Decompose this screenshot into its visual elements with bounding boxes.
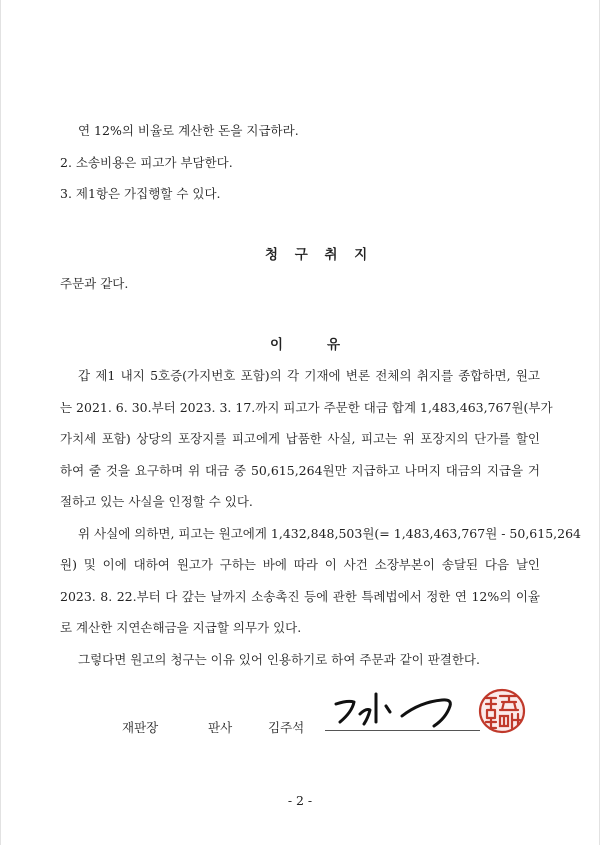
reason-p1-line: 절하고 있는 사실을 인정할 수 있다.: [60, 494, 253, 509]
reason-p1-line: 갑 제1 내지 5호증(가지번호 포함)의 각 기재에 변론 전체의 취지를 종합하면, 원고: [78, 368, 540, 383]
reason-p3-line: 그렇다면 원고의 청구는 이유 있어 인용하기로 하여 주문과 같이 판결한다.: [78, 652, 480, 667]
page-left-edge: [0, 0, 1, 845]
reason-heading-left: 이: [270, 337, 284, 353]
reason-heading-right: 유: [327, 337, 341, 353]
judge-name: 김주석: [268, 720, 305, 735]
handwritten-signature: [330, 686, 480, 732]
page-number: - 2 -: [287, 793, 313, 808]
reason-p2-line: 로 계산한 지연손해금을 지급할 의무가 있다.: [60, 620, 302, 635]
reason-p1-line: 하여 줄 것을 요구하며 위 대금 중 50,615,264원만 지급하고 나머지 대금의 지급을 거: [60, 463, 540, 478]
order-line-1: 연 12%의 비율로 계산한 돈을 지급하라.: [78, 123, 299, 138]
claim-text: 주문과 같다.: [60, 276, 129, 291]
order-line-3: 3. 제1항은 가집행할 수 있다.: [60, 186, 221, 201]
judge-role: 판사: [208, 720, 233, 735]
reason-p1-line: 는 2021. 6. 30.부터 2023. 3. 17.까지 피고가 주문한 대금 합계 1,483,463,767원(부가: [60, 400, 553, 415]
reason-p2-line: 2023. 8. 22.부터 다 갚는 날까지 소송촉진 등에 관한 특례법에서 정한 연 12%의 이율: [60, 589, 540, 604]
claim-heading: 청 구 취 지: [265, 247, 374, 263]
reason-p1-line: 가치세 포함) 상당의 포장지를 피고에게 납품한 사실, 피고는 위 포장지의 단가를 할인: [60, 431, 540, 446]
judge-title: 재판장: [122, 720, 159, 735]
judge-seal: [478, 688, 526, 734]
reason-p2-line: 위 사실에 의하면, 피고는 원고에게 1,432,848,503원(= 1,483,463,767원 - 50,615,264: [78, 526, 582, 541]
reason-p2-line: 원) 및 이에 대하여 원고가 구하는 바에 따라 이 사건 소장부본이 송달된 다음 날인: [60, 557, 540, 572]
order-line-2: 2. 소송비용은 피고가 부담한다.: [60, 155, 233, 170]
